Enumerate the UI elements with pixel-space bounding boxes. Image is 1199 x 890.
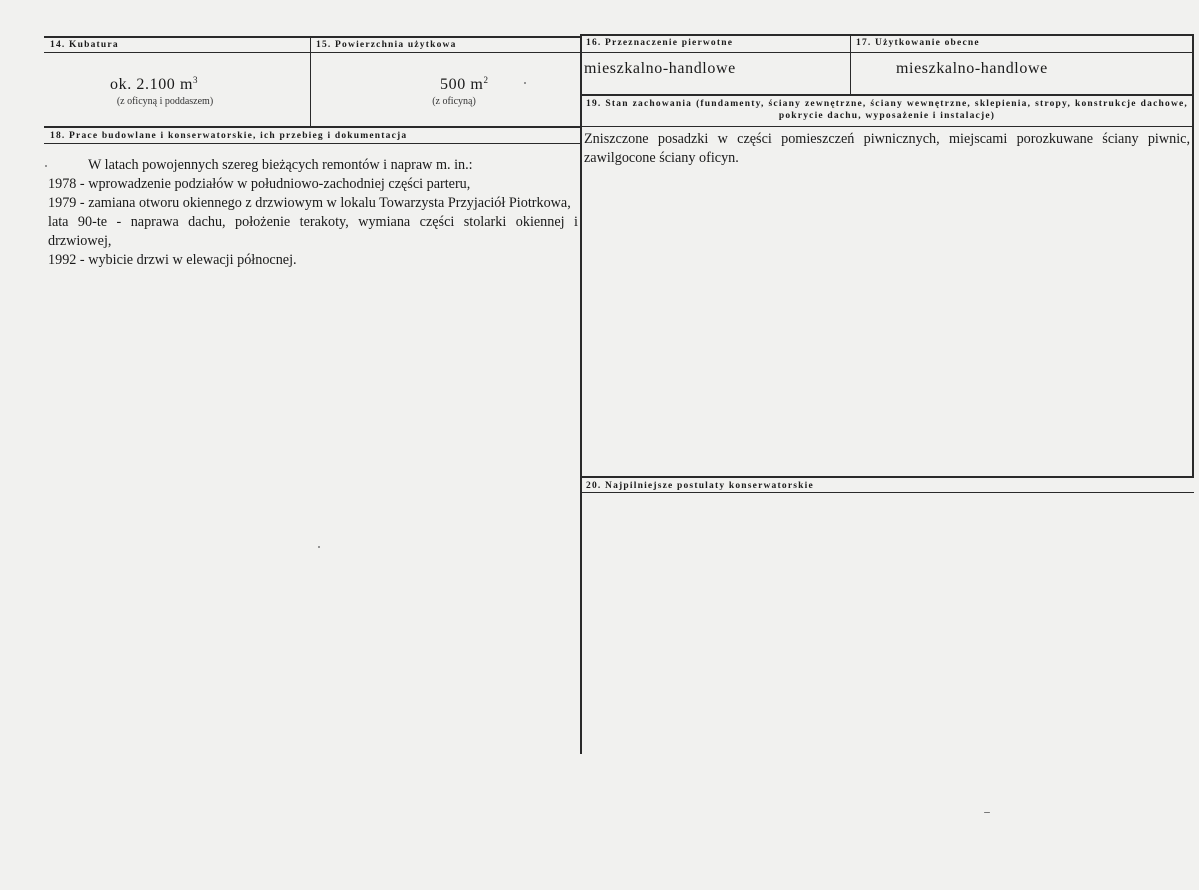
field-14-note: (z oficyną i poddaszem) <box>116 96 214 107</box>
field-15-value-text: 500 m <box>440 76 484 93</box>
field-15-note: (z oficyną) <box>432 96 476 107</box>
col-divider-main <box>580 34 582 754</box>
row-divider-20 <box>580 476 1194 478</box>
field-16-label: 16. Przeznaczenie pierwotne <box>586 38 734 48</box>
field-14-value <box>110 76 198 94</box>
header-divider-14-15 <box>44 52 582 53</box>
row-divider-19-header <box>580 126 1194 127</box>
row-divider-left <box>44 126 582 128</box>
field-18-line-1: W latach powojennych szereg bieżących remontów i napraw m. in.: <box>88 157 473 173</box>
top-border-left <box>44 36 582 38</box>
field-20-label: 20. Najpilniejsze postulaty konserwatorskie <box>586 481 814 491</box>
field-14-label: 14. Kubatura <box>50 40 119 50</box>
row-divider-18-header <box>44 143 582 144</box>
field-18-text <box>48 156 578 270</box>
scan-speck <box>45 165 47 167</box>
scan-speck <box>984 812 990 813</box>
col-divider-16-17 <box>850 34 851 95</box>
field-14-value-text: ok. 2.100 m <box>110 76 194 93</box>
col-divider-14-15 <box>310 36 311 128</box>
field-17-label: 17. Użytkowanie obecne <box>856 38 980 48</box>
field-18-line-4: lata 90-te - naprawa dachu, położenie terakoty, wymiana części stolarki okiennej i drzwiowej, <box>48 214 578 249</box>
right-border <box>1192 34 1194 478</box>
field-14-unit-exponent: 3 <box>193 75 199 85</box>
scan-speck <box>318 546 320 548</box>
field-18-line-2: 1978 - wprowadzenie podziałów w południowo-zachodniej części parteru, <box>48 176 471 192</box>
top-border-right <box>580 34 1194 36</box>
field-15-label: 15. Powierzchnia użytkowa <box>316 40 457 50</box>
field-19-text: Zniszczone posadzki w części pomieszczeń piwnicznych, miejscami porozkuwane ściany piwnic, zawilgocone ściany oficyn. <box>584 131 1190 166</box>
header-divider-16-17 <box>580 52 1194 53</box>
row-divider-16-17 <box>580 94 1194 96</box>
field-18-line-5: 1992 - wybicie drzwi w elewacji północnej. <box>48 252 297 268</box>
row-divider-20-header <box>580 492 1194 493</box>
field-15-value <box>440 76 489 94</box>
field-15-unit-exponent: 2 <box>483 75 489 85</box>
field-18-line-3: 1979 - zamiana otworu okiennego z drzwiowym w lokalu Towarzysta Przyjaciół Piotrkowa, <box>48 195 571 211</box>
field-18-label: 18. Prace budowlane i konserwatorskie, ich przebieg i dokumentacja <box>50 131 408 141</box>
field-19-label: 19. Stan zachowania (fundamenty, ściany zewnętrzne, ściany wewnętrzne, sklepienia, stropy, konstrukcje dachowe, pokrycie dachu, wyposażenie i instalacje) <box>586 99 1188 121</box>
field-17-value: mieszkalno-handlowe <box>896 60 1048 77</box>
field-16-value: mieszkalno-handlowe <box>584 60 736 77</box>
scan-speck <box>524 82 526 84</box>
